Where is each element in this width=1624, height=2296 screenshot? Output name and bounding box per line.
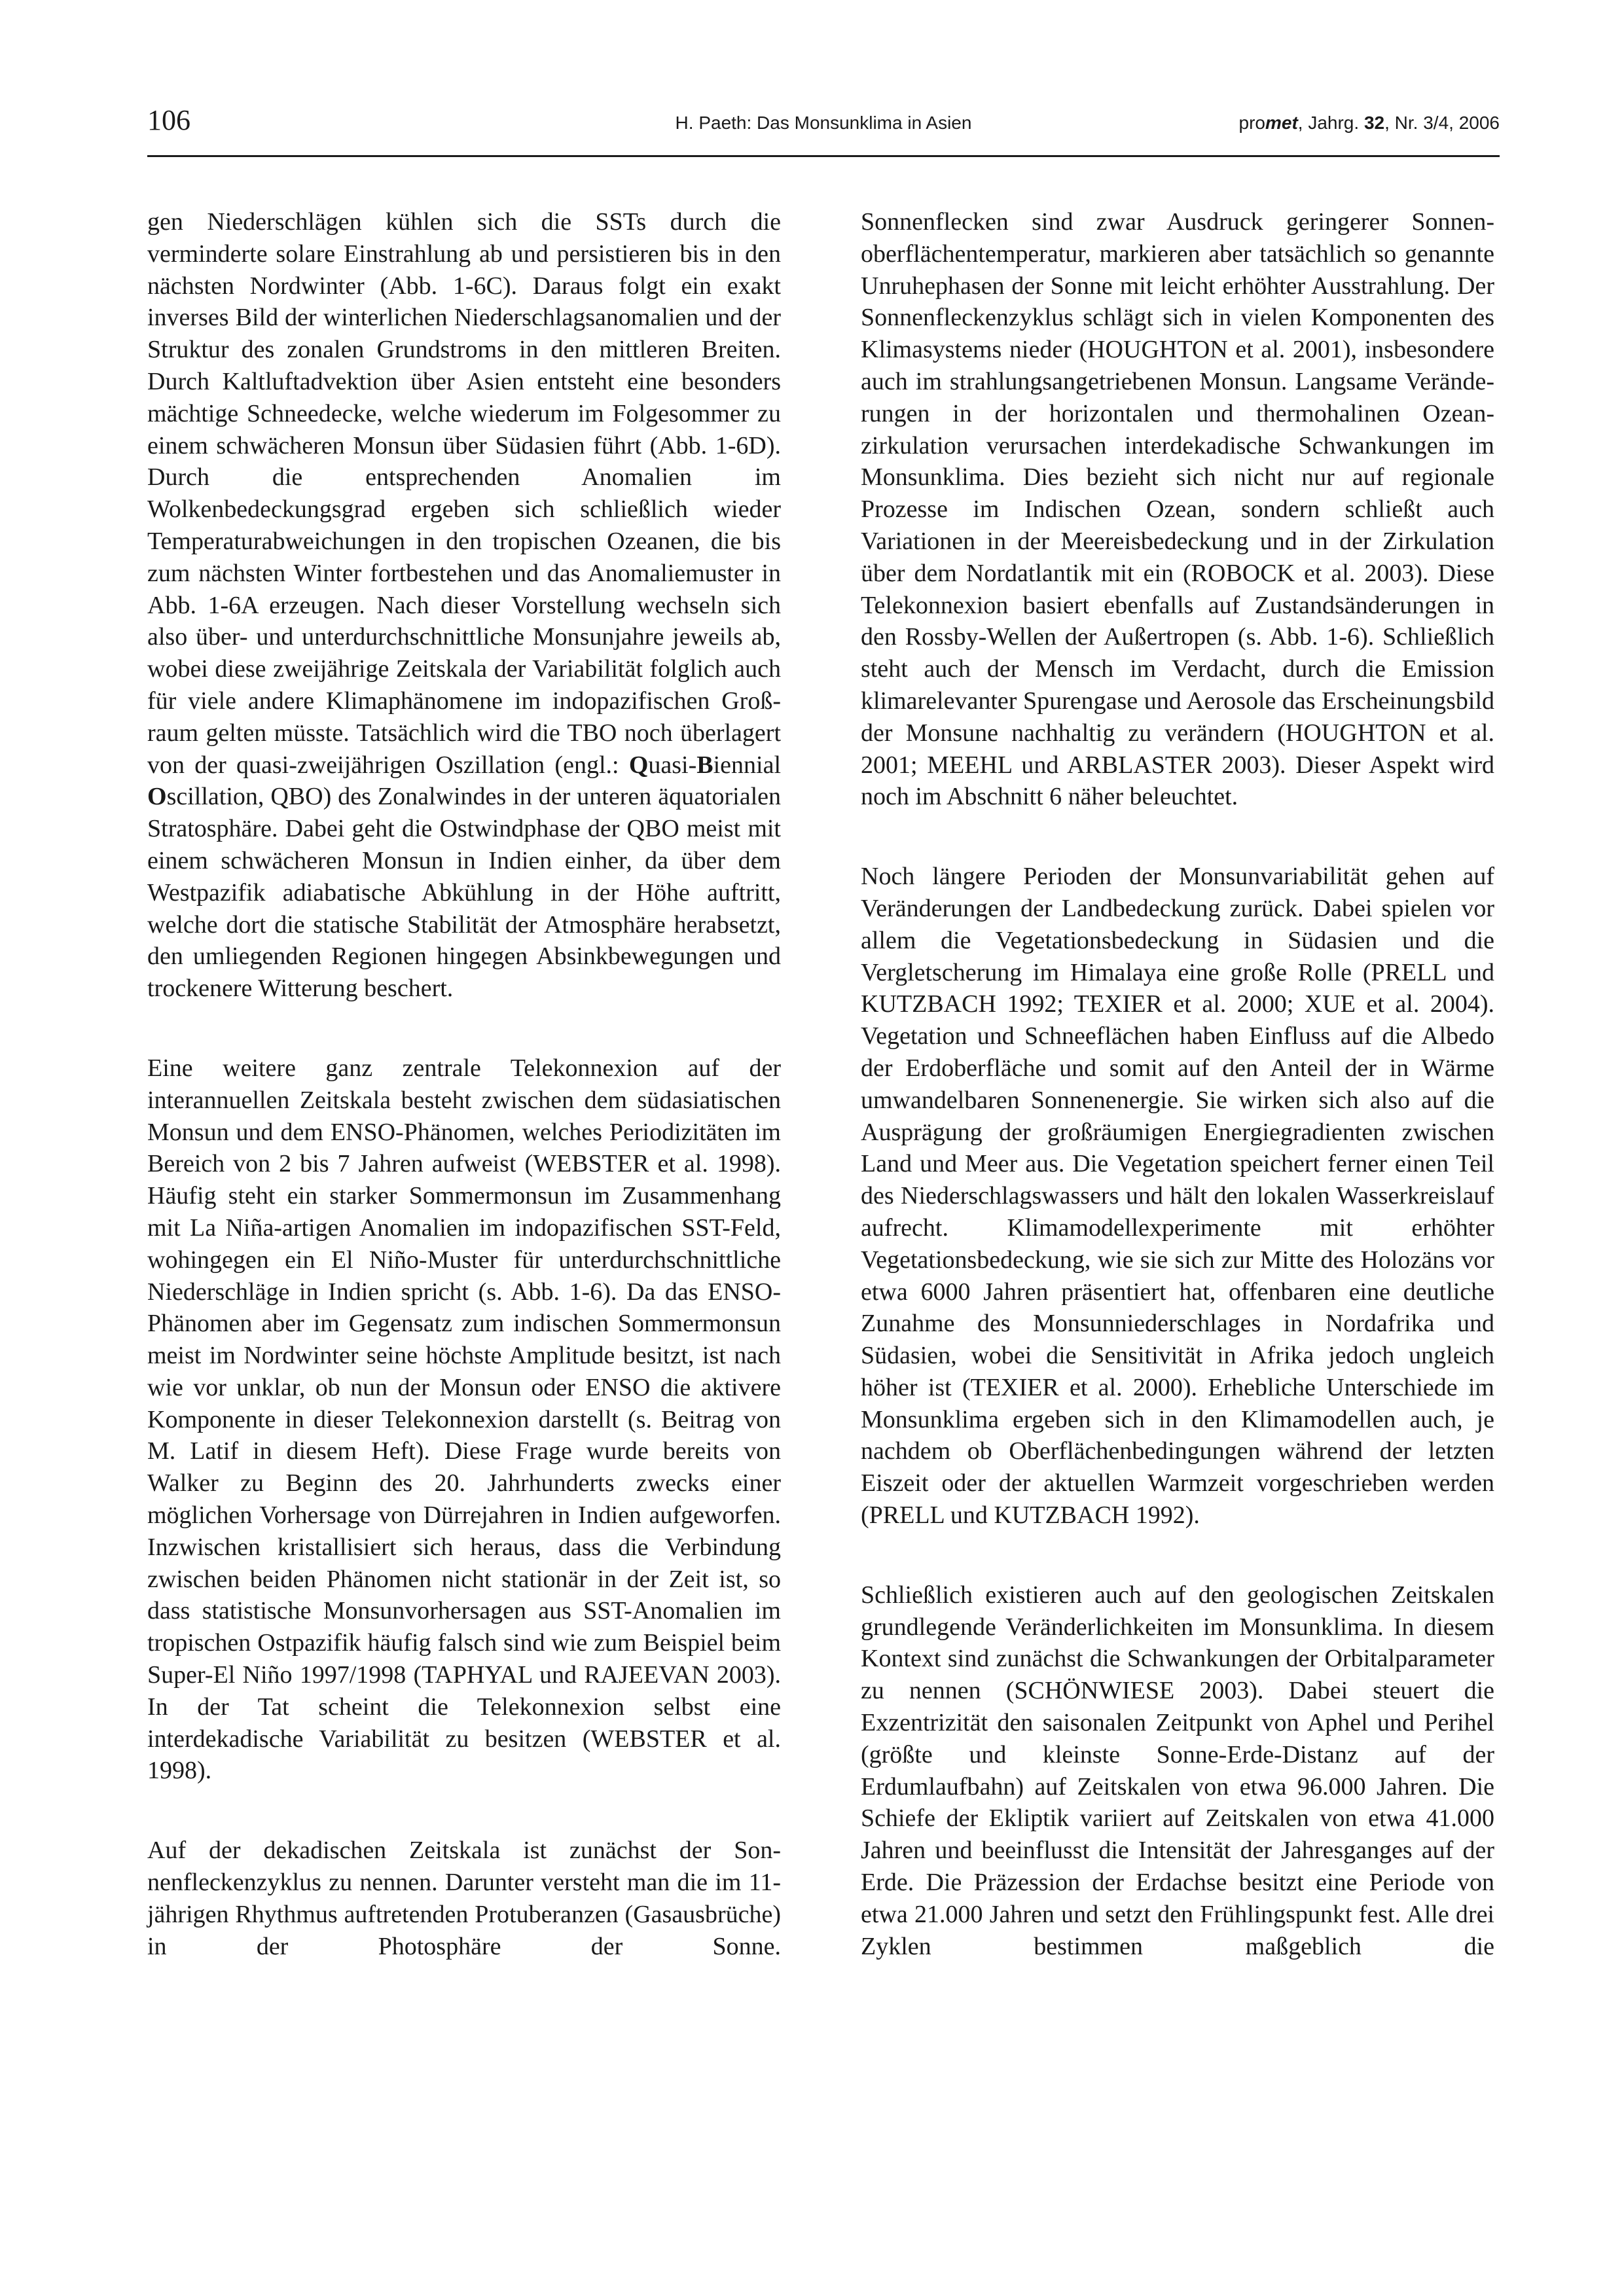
paragraph-tbo: [147, 206, 781, 1005]
journal-citation: [1239, 113, 1500, 134]
journal-brand: met: [1265, 113, 1298, 133]
qbo-post: scillation, QBO) des Zonalwindes in der unteren äquatorialen Stratosphäre. Dabei geht die Ostwindphase der QBO meist mit einem schwächeren Monsun in Indien einher, da über dem Westpazifik adiabatische Abkühlung in der Höhe auftritt, welche dort die statische Stabilität der Atmosphäre herabsetzt, den umliegenden Regionen hingegen Absinkbewegungen und trockenere Witterung beschert.: [147, 783, 781, 1003]
left-column: [147, 206, 781, 1962]
running-title: H. Paeth: Das Monsunklima in Asien: [675, 113, 972, 133]
journal-mid: , Jahrg.: [1297, 113, 1364, 133]
page-number: 106: [147, 104, 190, 136]
paragraph-tbo-text: gen Niederschlägen kühlen sich die SSTs durch die verminderte solare Einstrahlung ab und persistieren bis in den nächsten Nordwinter (Abb. 1-6C). Daraus folgt ein exakt inverses Bild der winterlichen Niederschlagsanomalien und der Struktur des zonalen Grundstroms in den mittleren Breiten. Durch Kaltluftadvektion über Asien entsteht eine besonders mächtige Schneedecke, welche wiederum im Folgesommer zu einem schwächeren Monsun über Südasien führt (Abb. 1-6D). Durch die entsprechenden Anomalien im Wolkenbedeckungsgrad ergeben sich schließlich wieder Temperaturabweichungen in den tropischen Ozeanen, die bis zum nächsten Winter fortbestehen und das Anomaliemuster in Abb. 1-6A erzeugen. Nach dieser Vorstellung wechseln sich also über- und unterdurchschnittliche Monsunjahre jeweils ab, wobei diese zweijährige Zeitskala der Variabilität folglich auch für viele andere Klimaphänomene im indopazifischen Großraum gelten müsste. Tatsächlich wird die TBO noch überlagert von der quasi-zweijährigen Oszillation: [147, 208, 781, 779]
page-header: [147, 98, 1500, 151]
qbo-letter-q: Q: [628, 751, 649, 779]
header-rule: [147, 155, 1500, 157]
qbo-pre: (engl.:: [554, 751, 629, 779]
qbo-iennial: iennial: [713, 751, 782, 779]
paragraph-sunspot-cont: Sonnenflecken sind zwar Ausdruck geringerer Sonnenoberflächentemperatur, markieren aber tatsächlich so genannte Unruhephasen der Sonne mit leicht erhöhter Ausstrahlung. Der Sonnenfleckenzyklus schlägt sich in vielen Komponenten des Klimasystems nieder (HOUGHTON et al. 2001), insbesondere auch im strahlungsangetriebenen Monsun. Langsame Veränderungen in der horizontalen und thermohalinen Ozeanzirkulation verursachen interdekadische Schwankungen im Monsunklima. Dies bezieht sich nicht nur auf regionale Prozesse im Indischen Ozean, sondern schließt auch Variationen in der Meereisbedeckung und in der Zirkulation über dem Nordatlantik mit ein (ROBOCK et al. 2003). Diese Telekonnexion basiert ebenfalls auf Zustandsänderungen in den Rossby-Wellen der Außertropen (s. Abb. 1-6). Schließlich steht auch der Mensch im Verdacht, durch die Emission klimarelevanter Spurengase und Aerosole das Erscheinungsbild der Monsune nachhaltig zu verändern (HOUGHTON et al. 2001; MEEHL und ARBLASTER 2003). Dieser Aspekt wird noch im Abschnitt 6 näher beleuchtet.: [861, 208, 1494, 811]
qbo-letter-o: O: [147, 783, 167, 811]
paragraph-orbital: Schließlich existieren auch auf den geologischen Zeitskalen grundlegende Veränderlichkeiten im Monsunklima. In diesem Kontext sind zunächst die Schwankungen der Orbitalparameter zu nennen (SCHÖNWIESE 2003). Dabei steuert die Exzentrizität den saisonalen Zeitpunkt von Aphel und Perihel (größte und kleinste Sonne-Erde-Distanz auf der Erdumlaufbahn) auf Zeitskalen von etwa 96.000 Jahren. Die Schiefe der Ekliptik variiert auf Zeitskalen von etwa 41.000 Jahren und beeinflusst die Intensität der Jahresganges auf der Erde. Die Präzession der Erdachse besitzt eine Periode von etwa 21.000 Jahren und setzt den Frühlingspunkt fest. Alle drei Zyklen bestimmen maßgeblich die: [861, 1581, 1494, 1960]
journal-suffix: , Nr. 3/4, 2006: [1384, 113, 1500, 133]
paragraph-enso: Eine weitere ganz zentrale Telekonnexion auf der interannuellen Zeitskala besteht zwischen dem südasiatischen Monsun und dem ENSO-Phänomen, welches Periodizitäten im Bereich von 2 bis 7 Jahren aufweist (WEBSTER et al. 1998). Häufig steht ein starker Sommermonsun im Zusammenhang mit La Niña-artigen Anomalien im indopazifischen SST-Feld, wohingegen ein El Niño-Muster für unterdurchschnittliche Niederschläge in Indien spricht (s. Abb. 1-6). Da das ENSO-Phänomen aber im Gegensatz zum indischen Sommermonsun meist im Nordwinter seine höchste Amplitude besitzt, ist nach wie vor unklar, ob nun der Monsun oder ENSO die aktivere Komponente in dieser Telekonnexion darstellt (s. Beitrag von M. Latif in diesem Heft). Diese Frage wurde bereits von Walker zu Beginn des 20. Jahrhunderts zwecks einer möglichen Vorhersage von Dürrejahren in Indien aufgeworfen. Inzwischen kristallisiert sich heraus, dass die Verbindung zwischen beiden Phänomen nicht stationär in der Zeit ist, so dass statistische Monsunvorhersagen aus SST-Anomalien im tropischen Ostpazifik häufig falsch sind wie zum Beispiel beim Super-El Niño 1997/1998 (TAPHYAL und RAJEEVAN 2003). In der Tat scheint die Telekonnexion selbst eine interdekadische Variabilität zu besitzen (WEBSTER et al. 1998).: [147, 1054, 781, 1785]
journal-volume: 32: [1363, 113, 1385, 133]
right-column: [861, 206, 1494, 1962]
paragraph-sunspot: Auf der dekadischen Zeitskala ist zunächst der Sonnenfleckenzyklus zu nennen. Darunter versteht man die im 11-jährigen Rhythmus auftretenden Protuberanzen (Gasausbrüche) in der Photosphäre der Sonne.: [147, 1837, 781, 1960]
journal-prefix: pro: [1238, 113, 1265, 133]
qbo-uasi: uasi-: [648, 751, 697, 779]
paragraph-land-cover: Noch längere Perioden der Monsunvariabilität gehen auf Veränderungen der Landbedeckung zurück. Dabei spielen vor allem die Vegetationsbedeckung in Südasien und die Vergletscherung im Himalaya eine große Rolle (PRELL und KUTZBACH 1992; TEXIER et al. 2000; XUE et al. 2004). Vegetation und Schneeflächen haben Einfluss auf die Albedo der Erdoberfläche und somit auf den Anteil der in Wärme umwandelbaren Sonnenenergie. Sie wirken sich also auf die Ausprägung der großräumigen Energiegradienten zwischen Land und Meer aus. Die Vegetation speichert ferner einen Teil des Niederschlagswassers und hält den lokalen Wasserkreislauf aufrecht. Klimamodellexperimente mit erhöhter Vegetationsbedeckung, wie sie sich zur Mitte des Holozäns vor etwa 6000 Jahren präsentiert hat, offenbaren eine deutliche Zunahme des Monsunniederschlages in Nordafrika und Südasien, wobei die Sensitivität in Afrika jedoch ungleich höher ist (TEXIER et al. 2000). Erhebliche Unterschiede im Monsunklima ergeben sich in den Klimamodellen auch, je nachdem ob Oberflächenbedingungen während der letzten Eiszeit oder der aktuellen Warmzeit vorgeschrieben werden (PRELL und KUTZBACH 1992).: [861, 863, 1494, 1530]
qbo-letter-b: B: [696, 751, 713, 779]
